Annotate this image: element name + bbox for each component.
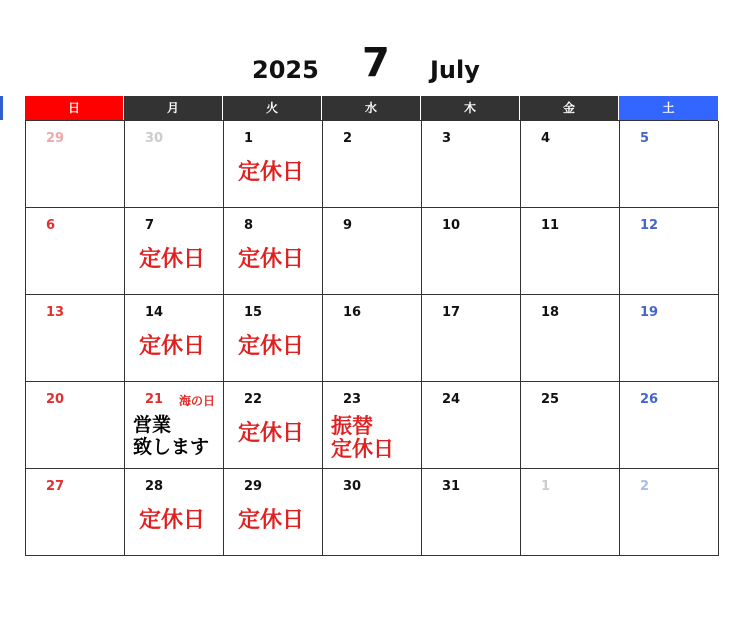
day-number: 2 — [640, 479, 650, 494]
day-cell[interactable] — [620, 469, 719, 556]
day-cell[interactable] — [323, 469, 422, 556]
day-number: 26 — [640, 392, 659, 407]
calendar-month-name: July — [430, 56, 480, 84]
day-number: 2 — [343, 131, 353, 146]
day-cell[interactable] — [620, 121, 719, 208]
day-cell[interactable] — [26, 208, 125, 295]
day-cell[interactable] — [26, 295, 125, 382]
day-number: 13 — [46, 305, 65, 320]
holiday-label: 海の日 — [179, 394, 216, 408]
day-cell[interactable] — [521, 382, 620, 469]
calendar-month-number: 7 — [362, 40, 390, 86]
day-number: 25 — [541, 392, 560, 407]
day-number: 29 — [244, 479, 263, 494]
day-number: 27 — [46, 479, 65, 494]
day-number: 12 — [640, 218, 659, 233]
monthly-calendar — [25, 96, 718, 556]
weekday-header-saturday: 土 — [619, 96, 718, 120]
day-number: 8 — [244, 218, 254, 233]
day-number: 24 — [442, 392, 461, 407]
day-cell[interactable] — [224, 121, 323, 208]
day-number: 22 — [244, 392, 263, 407]
day-cell[interactable] — [224, 469, 323, 556]
day-cell[interactable] — [125, 469, 224, 556]
day-cell[interactable] — [323, 208, 422, 295]
day-number: 30 — [343, 479, 362, 494]
day-cell[interactable] — [125, 121, 224, 208]
closed-day-label: 定休日 — [139, 246, 206, 272]
left-edge-marker — [0, 96, 3, 120]
closed-day-label: 定休日 — [238, 246, 305, 272]
day-number: 31 — [442, 479, 461, 494]
closed-day-label: 定休日 — [238, 159, 305, 185]
day-cell[interactable] — [521, 469, 620, 556]
calendar-grid — [25, 120, 718, 556]
open-note-line: 致します — [133, 436, 210, 458]
day-number: 15 — [244, 305, 263, 320]
day-cell[interactable] — [620, 208, 719, 295]
weekday-header-tuesday: 火 — [223, 96, 322, 120]
day-number: 7 — [145, 218, 155, 233]
closed-day-label: 定休日 — [238, 420, 305, 446]
day-cell[interactable] — [26, 469, 125, 556]
day-number: 28 — [145, 479, 164, 494]
day-number: 6 — [46, 218, 56, 233]
day-number: 3 — [442, 131, 452, 146]
closed-day-label: 定休日 — [139, 507, 206, 533]
day-cell[interactable] — [620, 382, 719, 469]
day-cell[interactable] — [521, 208, 620, 295]
day-cell[interactable] — [26, 382, 125, 469]
day-cell[interactable] — [26, 121, 125, 208]
weekday-header-thursday: 木 — [421, 96, 520, 120]
day-number: 17 — [442, 305, 461, 320]
weekday-header-friday: 金 — [520, 96, 619, 120]
calendar-year: 2025 — [252, 56, 319, 84]
day-number: 14 — [145, 305, 164, 320]
day-number: 23 — [343, 392, 362, 407]
day-number: 29 — [46, 131, 65, 146]
transfer-note-line: 定休日 — [331, 436, 394, 461]
day-cell[interactable] — [521, 295, 620, 382]
closed-day-label: 定休日 — [238, 333, 305, 359]
day-cell[interactable] — [422, 208, 521, 295]
day-cell[interactable] — [422, 382, 521, 469]
day-cell[interactable] — [422, 469, 521, 556]
day-number: 4 — [541, 131, 551, 146]
day-number: 10 — [442, 218, 461, 233]
day-number: 21 — [145, 392, 164, 407]
closed-day-label: 定休日 — [139, 333, 206, 359]
substitute-closed-note — [331, 414, 394, 460]
day-cell[interactable] — [224, 208, 323, 295]
day-cell[interactable] — [125, 295, 224, 382]
day-cell[interactable] — [422, 295, 521, 382]
day-cell[interactable] — [125, 208, 224, 295]
day-number: 1 — [244, 131, 254, 146]
weekday-header-monday: 月 — [124, 96, 223, 120]
day-number: 19 — [640, 305, 659, 320]
day-number: 1 — [541, 479, 551, 494]
day-cell[interactable] — [323, 382, 422, 469]
day-cell[interactable] — [224, 295, 323, 382]
day-number: 9 — [343, 218, 353, 233]
open-business-note — [133, 414, 209, 458]
day-cell[interactable] — [323, 295, 422, 382]
closed-day-label: 定休日 — [238, 507, 305, 533]
day-cell[interactable] — [521, 121, 620, 208]
open-note-line: 営業 — [133, 414, 172, 436]
weekday-header-sunday: 日 — [25, 96, 124, 120]
day-number: 11 — [541, 218, 560, 233]
day-cell[interactable] — [224, 382, 323, 469]
weekday-header-wednesday: 水 — [322, 96, 421, 120]
day-cell[interactable] — [422, 121, 521, 208]
day-number: 18 — [541, 305, 560, 320]
day-number: 20 — [46, 392, 65, 407]
day-number: 30 — [145, 131, 164, 146]
day-number: 5 — [640, 131, 650, 146]
day-cell[interactable] — [620, 295, 719, 382]
day-number: 16 — [343, 305, 362, 320]
day-cell[interactable] — [323, 121, 422, 208]
transfer-note-line: 振替 — [331, 413, 373, 438]
day-cell[interactable] — [125, 382, 224, 469]
weekday-header-row — [25, 96, 718, 120]
